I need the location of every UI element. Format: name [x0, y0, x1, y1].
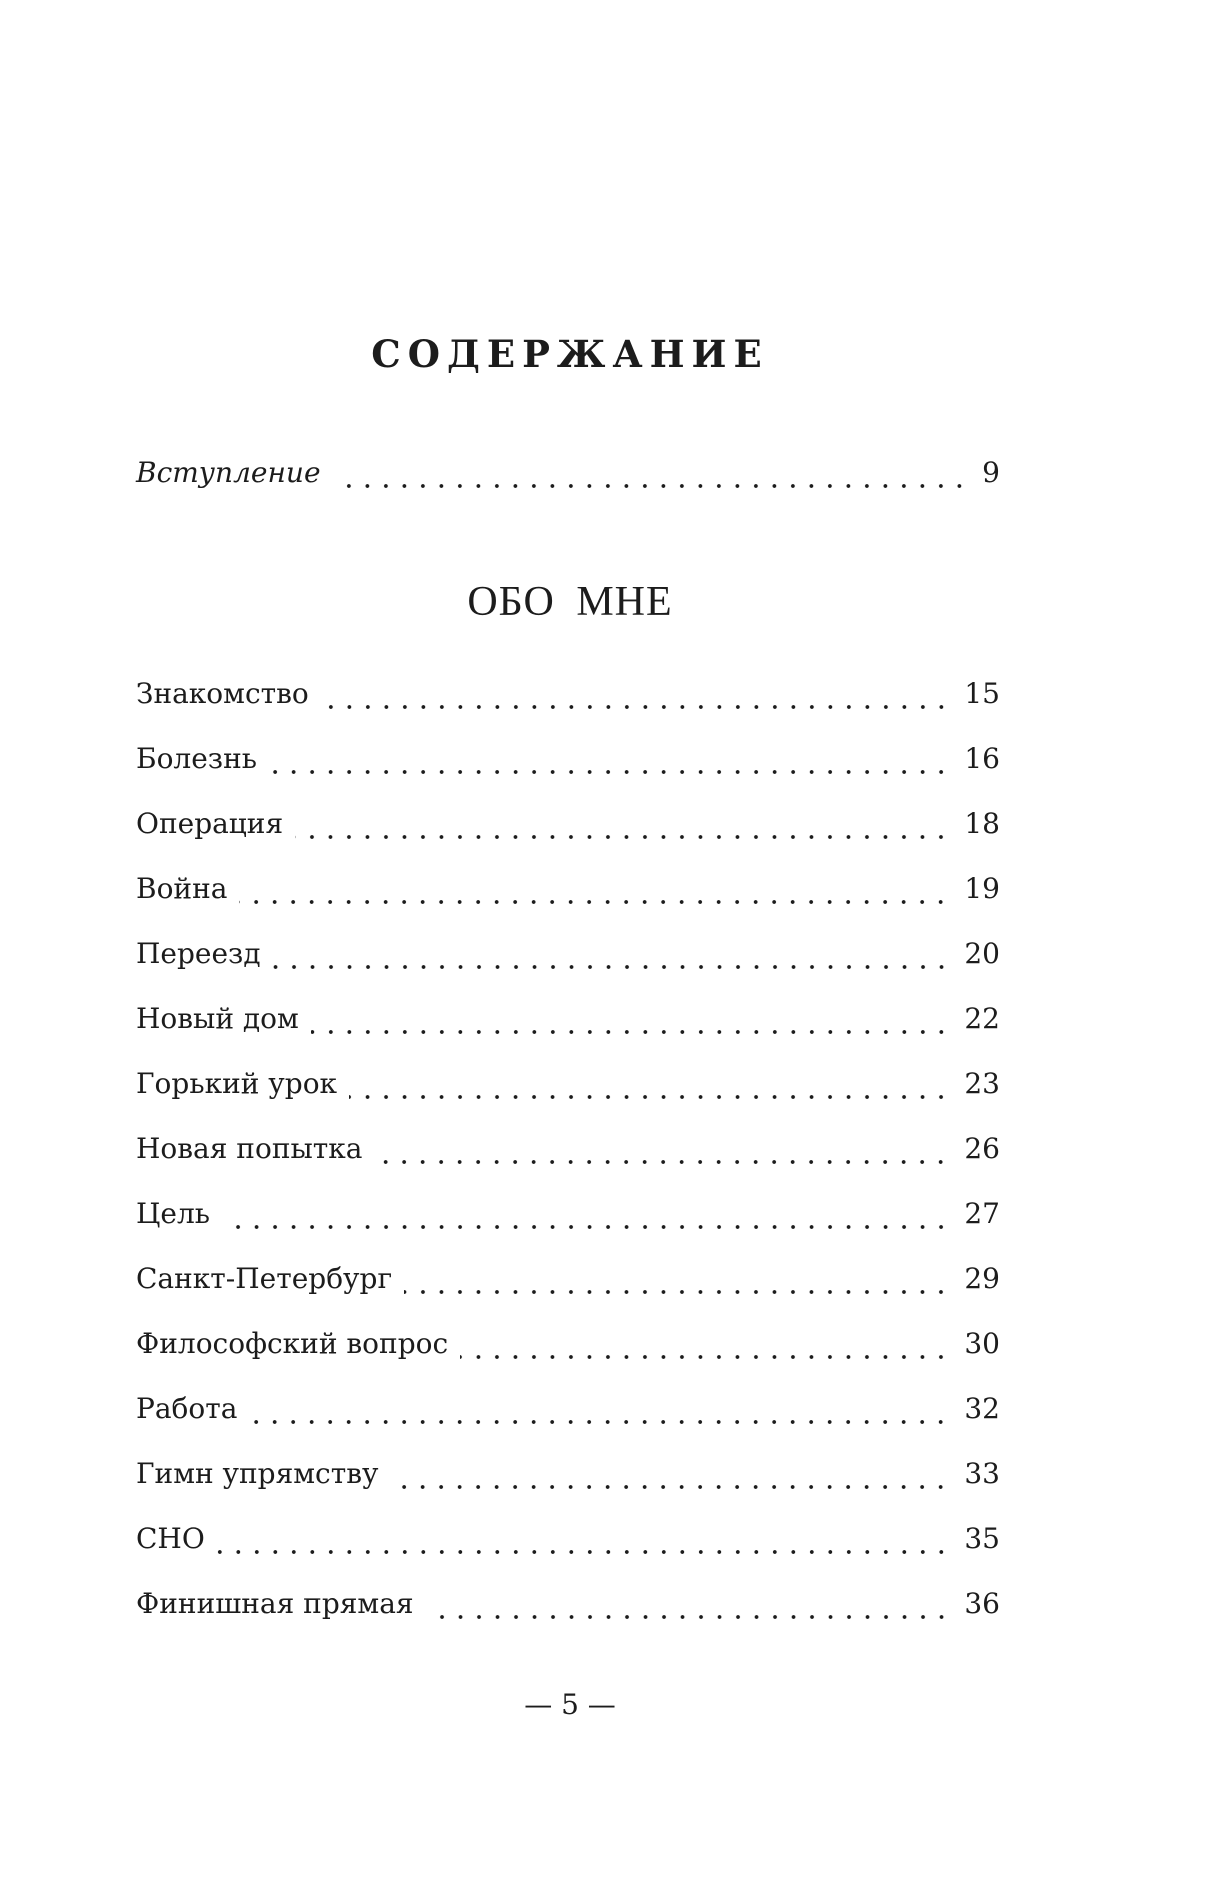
toc-entry-page: 16: [964, 742, 1000, 775]
toc-entry-label: Операция: [136, 807, 284, 840]
toc-entry-page: 27: [964, 1197, 1000, 1230]
toc-entry-label: Цель: [136, 1197, 211, 1230]
dot-leader: [321, 704, 951, 710]
toc-entry[interactable]: [136, 742, 1000, 786]
page-number: — 5 —: [524, 1688, 616, 1721]
dot-leader: [295, 834, 950, 840]
toc-entry-page: 32: [964, 1392, 1000, 1425]
toc-entry-page: 9: [982, 456, 1000, 489]
toc-entry-label: Гимн упрямству: [136, 1457, 379, 1490]
dot-leader: [311, 1029, 951, 1035]
dot-leader: [333, 483, 969, 489]
toc-entry-label: Новая попытка: [136, 1132, 363, 1165]
dot-leader: [273, 964, 951, 970]
toc-entry-label: Война: [136, 872, 228, 905]
toc-entry[interactable]: [136, 1002, 1000, 1046]
dot-leader: [404, 1289, 950, 1295]
toc-entry-label: Вступление: [136, 456, 321, 489]
dot-leader: [239, 899, 950, 905]
dot-leader: [269, 769, 950, 775]
toc-entry-page: 29: [964, 1262, 1000, 1295]
toc-entry[interactable]: [136, 1392, 1000, 1436]
toc-entry[interactable]: [136, 1522, 1000, 1566]
dot-leader: [390, 1484, 950, 1490]
dot-leader: [217, 1549, 951, 1555]
dot-leader: [460, 1354, 950, 1360]
toc-entry-page: 26: [964, 1132, 1000, 1165]
toc-entry[interactable]: [136, 1457, 1000, 1501]
dot-leader: [374, 1159, 950, 1165]
dot-leader: [426, 1614, 951, 1620]
toc-title: СОДЕРЖАНИЕ: [371, 332, 769, 376]
toc-entry-page: 30: [964, 1327, 1000, 1360]
toc-entry[interactable]: [136, 1197, 1000, 1241]
toc-entry-intro[interactable]: [136, 456, 1000, 500]
dot-leader: [249, 1419, 950, 1425]
toc-entry-page: 35: [964, 1522, 1000, 1555]
toc-entry-page: 18: [964, 807, 1000, 840]
toc-entry[interactable]: [136, 872, 1000, 916]
toc-entry-label: Переезд: [136, 937, 261, 970]
toc-entry-page: 19: [964, 872, 1000, 905]
toc-entry[interactable]: [136, 1262, 1000, 1306]
toc-entry-label: Болезнь: [136, 742, 257, 775]
toc-entry[interactable]: [136, 1067, 1000, 1111]
toc-entry-label: СНО: [136, 1522, 205, 1555]
toc-entry[interactable]: [136, 1327, 1000, 1371]
toc-entry-label: Горький урок: [136, 1067, 338, 1100]
toc-entry-label: Философский вопрос: [136, 1327, 449, 1360]
dot-leader: [222, 1224, 950, 1230]
toc-entry-page: 33: [964, 1457, 1000, 1490]
dot-leader: [349, 1094, 950, 1100]
toc-entry-page: 20: [964, 937, 1000, 970]
toc-entry[interactable]: [136, 937, 1000, 981]
toc-entry[interactable]: [136, 807, 1000, 851]
section-title: ОБО МНЕ: [467, 579, 673, 625]
toc-entry-label: Работа: [136, 1392, 238, 1425]
toc-entry-label: Знакомство: [136, 677, 309, 710]
toc-entry-label: Санкт-Петербург: [136, 1262, 393, 1295]
toc-entry-page: 36: [964, 1587, 1000, 1620]
toc-entry-label: Финишная прямая: [136, 1587, 414, 1620]
toc-entry[interactable]: [136, 1132, 1000, 1176]
toc-entry[interactable]: [136, 677, 1000, 721]
toc-entry-label: Новый дом: [136, 1002, 299, 1035]
toc-entry-page: 15: [964, 677, 1000, 710]
toc-entry-page: 23: [964, 1067, 1000, 1100]
toc-entry[interactable]: [136, 1587, 1000, 1631]
toc-entry-page: 22: [964, 1002, 1000, 1035]
